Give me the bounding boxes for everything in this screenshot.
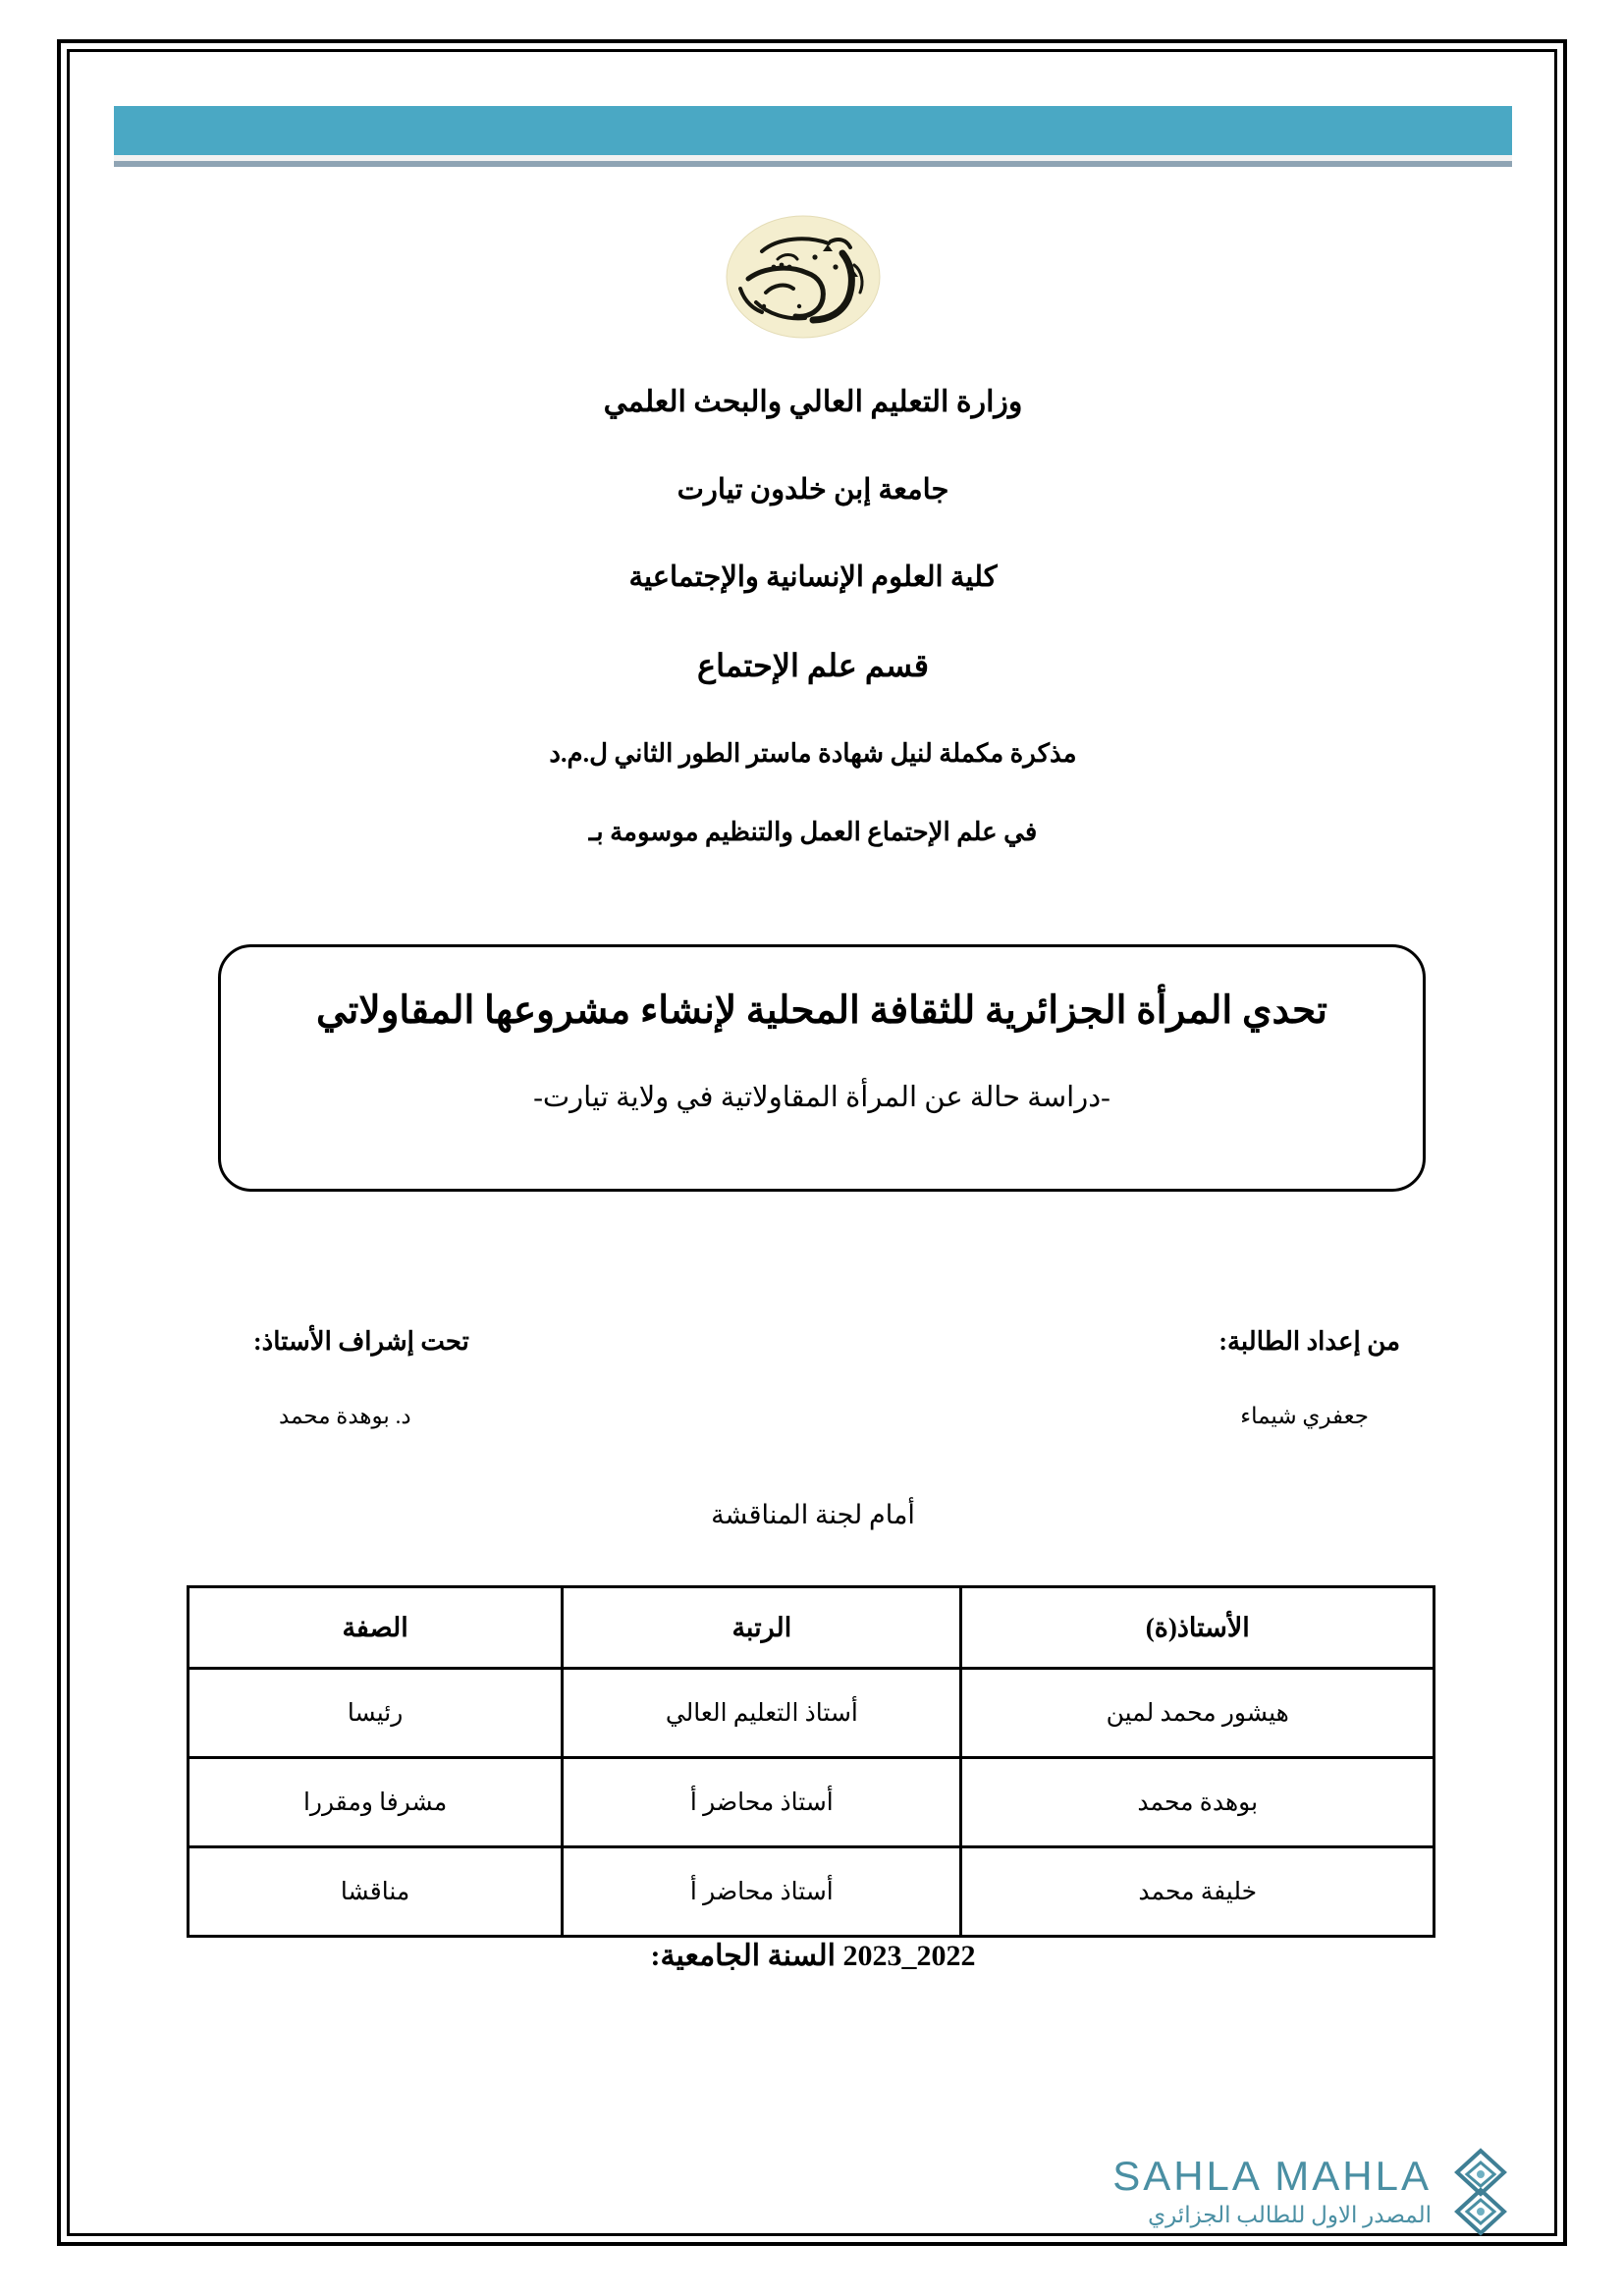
student-label: من إعداد الطالبة:	[1218, 1327, 1400, 1356]
watermark-brand: SAHLA MAHLA	[1112, 2153, 1432, 2199]
supervisor-column	[218, 1327, 774, 1429]
jury-table	[187, 1585, 1435, 1938]
degree-line: مذكرة مكملة لنيل شهادة ماستر الطور الثاني ل.م.د	[549, 739, 1077, 768]
academic-year-label: السنة الجامعية:	[650, 1940, 837, 1972]
jury-member-rank: أستاذ محاضر أ	[563, 1758, 961, 1847]
jury-member-name: بوهدة محمد	[961, 1758, 1435, 1847]
table-row	[189, 1669, 1435, 1758]
supervisor-label: تحت إشراف الأستاذ:	[253, 1327, 469, 1356]
ministry-line: وزارة التعليم العالي والبحث العلمي	[603, 386, 1023, 418]
table-row	[189, 1758, 1435, 1847]
department-line: قسم علم الإحتماع	[696, 648, 930, 683]
jury-member-rank: أستاذ محاضر أ	[563, 1847, 961, 1937]
specialty-line: في علم الإحتماع العمل والتنظيم موسومة بـ	[588, 818, 1038, 846]
sahla-mahla-logo-icon	[1439, 2145, 1522, 2239]
jury-member-role: مناقشا	[189, 1847, 563, 1937]
watermark-tagline: المصدر الاول للطالب الجزائري	[1148, 2203, 1432, 2227]
header-text-block	[118, 385, 1508, 847]
banner-secondary-bar	[114, 161, 1512, 167]
thesis-subtitle: -دراسة حالة عن المرأة المقاولاتية في ولاية تيارت-	[533, 1081, 1110, 1113]
authorship-block	[218, 1327, 1426, 1429]
university-emblem-icon	[705, 208, 901, 346]
thesis-title-box	[218, 944, 1426, 1192]
sahla-mahla-watermark	[1100, 2138, 1522, 2246]
table-row	[189, 1847, 1435, 1937]
watermark-text-block	[1100, 2153, 1432, 2228]
academic-year-line	[118, 1939, 1508, 1973]
university-line: جامعة إبن خلدون تيارت	[677, 474, 949, 506]
academic-year-value: 2023_2022	[842, 1940, 976, 1972]
jury-member-name: هيشور محمد لمين	[961, 1669, 1435, 1758]
student-name: جعفري شيماء	[1240, 1404, 1369, 1428]
jury-heading: أمام لجنة المناقشة	[711, 1500, 915, 1529]
top-decorative-banner	[114, 106, 1512, 167]
faculty-line: كلية العلوم الإنسانية والإجتماعية	[628, 561, 998, 593]
thesis-title: تحدي المرأة الجزائرية للثقافة المحلية لإنشاء مشروعها المقاولاتي	[315, 989, 1328, 1032]
table-header-row	[189, 1587, 1435, 1669]
column-header-role: الصفة	[189, 1587, 563, 1669]
jury-member-role: رئيسا	[189, 1669, 563, 1758]
jury-member-rank: أستاذ التعليم العالي	[563, 1669, 961, 1758]
column-header-professor: الأستاذ(ة)	[961, 1587, 1435, 1669]
column-header-rank: الرتبة	[563, 1587, 961, 1669]
banner-accent-bar	[114, 106, 1512, 155]
jury-member-name: خليفة محمد	[961, 1847, 1435, 1937]
jury-member-role: مشرفا ومقررا	[189, 1758, 563, 1847]
supervisor-name: د. بوهدة محمد	[279, 1404, 411, 1428]
student-column	[870, 1327, 1426, 1429]
